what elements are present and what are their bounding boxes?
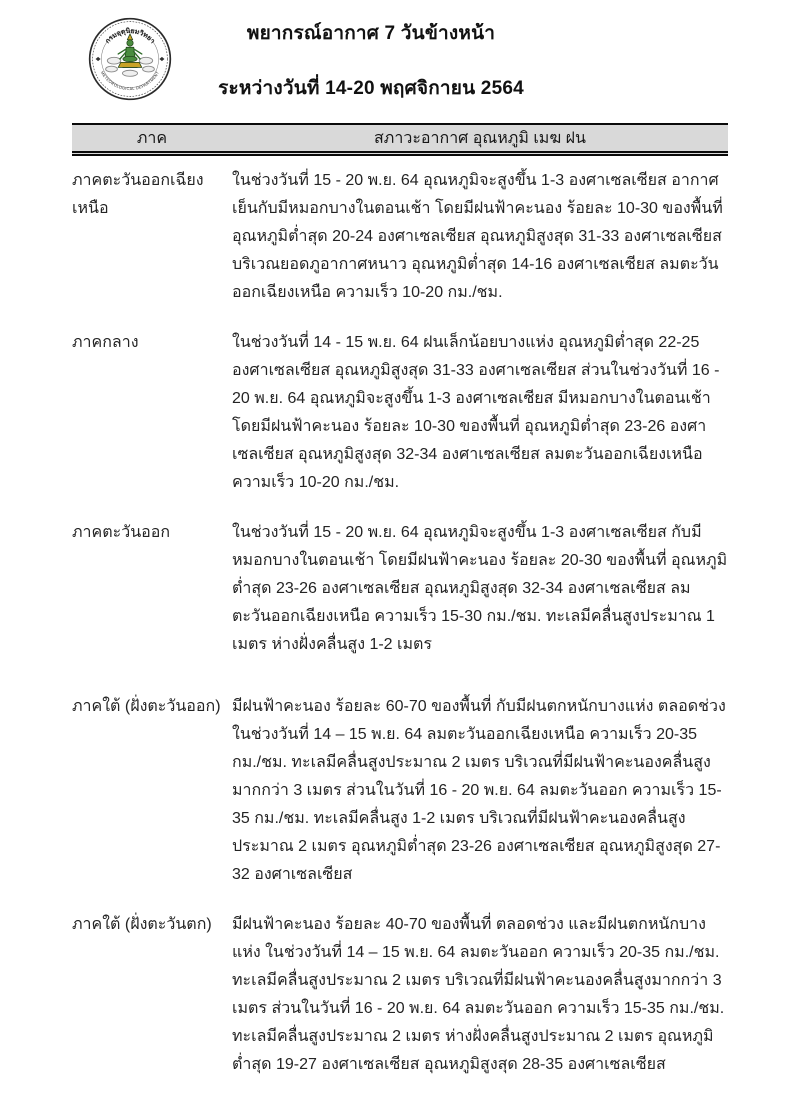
region-name: ภาคตะวันออกเฉียงเหนือ: [72, 172, 204, 217]
seal-top-text: กรมอุตุนิยมวิทยา: [104, 27, 156, 46]
page-title: พยากรณ์อากาศ 7 วันข้างหน้า: [246, 23, 496, 44]
region-forecast: ในช่วงวันที่ 14 - 15 พ.ย. 64 ฝนเล็กน้อยบางแห่ง อุณหภูมิต่ำสุด 22-25 องศาเซลเซียส อุณหภูมิสูงสุด 31-33 องศาเซลเซียส ส่วนในช่วงวันที่ 16 - 20 พ.ย. 64 อุณหภูมิจะสูงขึ้น 1-3 องศาเซลเซียส มีหมอกบางในตอนเช้า โดยมีฝนฟ้าคะนอง ร้อยละ 10-30 ของพื้นที่ อุณหภูมิต่ำสุด 23-26 องศาเซลเซียส อุณหภูมิสูงสุด 32-34 องศาเซลเซียส ลมตะวันออกเฉียงเหนือ ความเร็ว 10-20 กม./ชม.: [232, 334, 720, 491]
table-row-south-east-coast: [72, 693, 728, 889]
table-row-central: [72, 329, 728, 497]
region-name: ภาคใต้ (ฝั่งตะวันออก): [72, 698, 221, 715]
table-row-northeast: [72, 167, 728, 307]
region-forecast: ในช่วงวันที่ 15 - 20 พ.ย. 64 อุณหภูมิจะสูงขึ้น 1-3 องศาเซลเซียส กับมีหมอกบางในตอนเช้า โดยมีฝนฟ้าคะนอง ร้อยละ 20-30 ของพื้นที่ อุณหภูมิต่ำสุด 23-26 องศาเซลเซียส อุณหภูมิสูงสุด 32-34 องศาเซลเซียส ลมตะวันออกเฉียงเหนือ ความเร็ว 15-30 กม./ชม. ทะเลมีคลื่นสูงประมาณ 1 เมตร ห่างฝั่งคลื่นสูง 1-2 เมตร: [232, 524, 728, 653]
title-block: [72, 18, 728, 103]
region-forecast: ในช่วงวันที่ 15 - 20 พ.ย. 64 อุณหภูมิจะสูงขึ้น 1-3 องศาเซลเซียส อากาศเย็นกับมีหมอกบางในตอนเช้า โดยมีฝนฟ้าคะนอง ร้อยละ 10-30 ของพื้นที่ อุณหภูมิต่ำสุด 20-24 องศาเซลเซียส อุณหภูมิสูงสุด 31-33 องศาเซลเซียส บริเวณยอดภูอากาศหนาว อุณหภูมิต่ำสุด 14-16 องศาเซลเซียส ลมตะวันออกเฉียงเหนือ ความเร็ว 10-20 กม./ชม.: [232, 172, 723, 301]
row-spacer: [72, 681, 728, 693]
table-row-east: [72, 519, 728, 659]
seal-bottom-text: METEOROLOGICAL DEPARTMENT: [99, 70, 161, 92]
region-forecast: มีฝนฟ้าคะนอง ร้อยละ 40-70 ของพื้นที่ ตลอดช่วง และมีฝนตกหนักบางแห่ง ในช่วงวันที่ 14 – 15 พ.ย. 64 ลมตะวันออก ความเร็ว 20-35 กม./ชม. ทะเลมีคลื่นสูงประมาณ 2 เมตร บริเวณที่มีฝนฟ้าคะนองคลื่นสูงมากกว่า 3 เมตร ส่วนในวันที่ 16 - 20 พ.ย. 64 ลมตะวันออก ความเร็ว 15-35 กม./ชม. ทะเลมีคลื่นสูงประมาณ 2 เมตร ห่างฝั่งคลื่นสูงประมาณ 2 เมตร อุณหภูมิต่ำสุด 19-27 องศาเซลเซียส อุณหภูมิสูงสุด 28-35 องศาเซลเซียส: [232, 916, 725, 1073]
column-header-region: ภาค: [136, 129, 168, 147]
document-header: [0, 0, 800, 120]
region-name: ภาคกลาง: [72, 334, 139, 351]
table-header-row: [72, 123, 728, 156]
table-body: [72, 156, 728, 1079]
table-row-south-west-coast: [72, 911, 728, 1079]
region-forecast: มีฝนฟ้าคะนอง ร้อยละ 60-70 ของพื้นที่ กับมีฝนตกหนักบางแห่ง ตลอดช่วง ในช่วงวันที่ 14 – 15 พ.ย. 64 ลมตะวันออกเฉียงเหนือ ความเร็ว 20-35 กม./ชม. ทะเลมีคลื่นสูงประมาณ 2 เมตร บริเวณที่มีฝนฟ้าคะนองคลื่นสูงมากกว่า 3 เมตร ส่วนในวันที่ 16 - 20 พ.ย. 64 ลมตะวันออก ความเร็ว 15-35 กม./ชม. ทะเลมีคลื่นสูง 1-2 เมตร บริเวณที่มีฝนฟ้าคะนองคลื่นสูงประมาณ 2 เมตร อุณหภูมิต่ำสุด 23-26 องศาเซลเซียส อุณหภูมิสูงสุด 27-32 องศาเซลเซียส: [232, 698, 726, 883]
page-subtitle: ระหว่างวันที่ 14-20 พฤศจิกายน 2564: [218, 78, 524, 99]
column-header-conditions: สภาวะอากาศ อุณหภูมิ เมฆ ฝน: [374, 129, 586, 147]
region-name: ภาคใต้ (ฝั่งตะวันตก): [72, 916, 212, 933]
forecast-table: [72, 123, 728, 1101]
region-name: ภาคตะวันออก: [72, 524, 171, 541]
